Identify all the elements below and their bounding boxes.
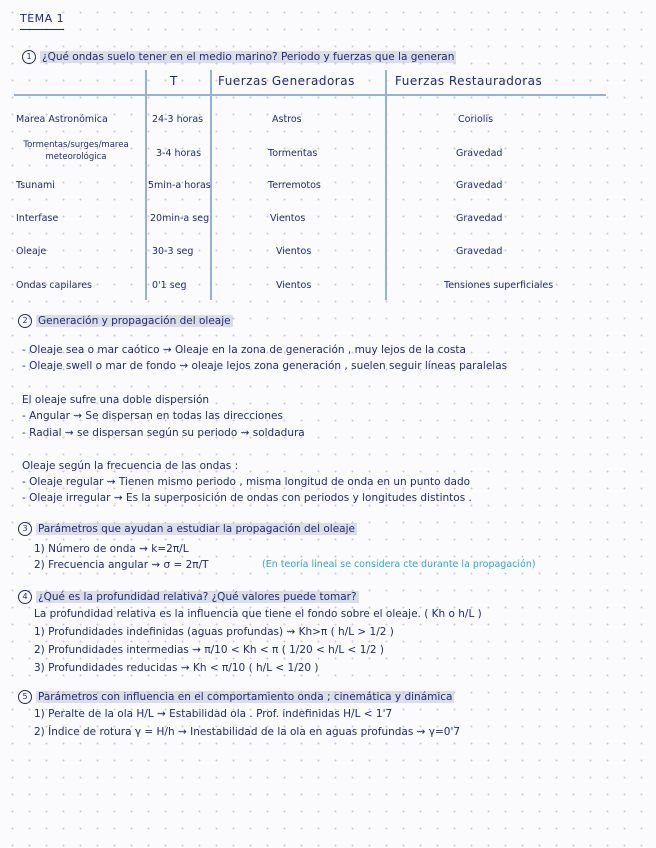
table-row-5-generating: Vientos [276, 246, 312, 257]
section-5-text: Parámetros con influencia en el comportamiento onda ; cinemática y dinámica [38, 691, 453, 703]
table-row-6-name: Ondas capilares [16, 280, 92, 291]
section-5-line-2: 2) Índice de rotura γ = H/h ⇝ Inestabilidad de la ola en aguas profundas ⇝ γ=0'7 [34, 726, 461, 738]
table-row-3-period: 5min-a horas [148, 180, 211, 191]
section-2-line-7: - Oleaje regular ⇝ Tienen mismo periodo , misma longitud de onda en un punto dado [22, 476, 471, 488]
section-1-text: ¿Qué ondas suelo tener en el medio marino? Periodo y fuerzas que la generan [42, 51, 455, 63]
section-2-text: Generación y propagación del oleaje [38, 315, 231, 327]
table-row-4-period: 20min-a seg [150, 213, 210, 224]
table-row-5-period: 30-3 seg [152, 246, 194, 257]
section-1-heading [22, 50, 456, 64]
section-2-line-5: - Radial ⇝ se dispersan según su periodo ⇝ soldadura [22, 427, 305, 439]
section-4-line-1: La profundidad relativa es la influencia que tiene el fondo sobre el oleaje. ( Kh o h/L ) [34, 608, 482, 620]
table-row-4-name: Interfase [16, 213, 59, 224]
page-title: TEMA 1 [20, 12, 65, 25]
table-row-6-generating: Vientos [276, 280, 312, 291]
section-2-line-3: El oleaje sufre una doble dispersión [22, 394, 210, 406]
table-row-3-restoring: Gravedad [456, 180, 503, 191]
table-row-1-generating: Astros [272, 114, 302, 125]
section-4-line-2: 1) Profundidades indefinidas (aguas profundas) ⇝ Kh>π ( h/L > 1/2 ) [34, 626, 394, 638]
section-2-line-1: - Oleaje sea o mar caótico ⇝ Oleaje en la zona de generación , muy lejos de la costa [22, 344, 466, 356]
table-row-4-generating: Vientos [270, 213, 306, 224]
section-4-line-3: 2) Profundidades intermedias ⇝ π/10 < Kh < π ( 1/20 < h/L < 1/2 ) [34, 644, 385, 656]
section-2-heading [18, 314, 233, 328]
section-5-line-1: 1) Peralte de la ola H/L ⇝ Estabilidad ola . Prof. indefinidas H/L < 1'7 [34, 708, 393, 720]
table-row-4-restoring: Gravedad [456, 213, 503, 224]
table-header-generating-forces: Fuerzas Generadoras [218, 74, 355, 88]
table-row-3-name: Tsunami [16, 180, 55, 191]
table-row-1-name: Marea Astronómica [16, 114, 108, 125]
table-divider-3 [385, 70, 387, 300]
section-2-line-2: - Oleaje swell o mar de fondo ⇝ oleaje lejos zona generación , suelen seguir líneas paralelas [22, 360, 508, 372]
section-4-line-4: 3) Profundidades reducidas ⇝ Kh < π/10 ( h/L < 1/20 ) [34, 662, 319, 674]
table-row-2-restoring: Gravedad [456, 148, 503, 159]
section-3-item-1: 1) Número de onda ⇝ k=2π/L [34, 543, 189, 555]
table-header-rule [14, 94, 606, 96]
section-2-line-4: - Angular ⇝ Se dispersan en todas las direcciones [22, 410, 283, 422]
section-4-heading [18, 590, 359, 604]
table-row-3-generating: Terremotos [268, 180, 321, 191]
section-5-number: 5 [18, 690, 32, 704]
section-4-number: 4 [18, 590, 32, 604]
section-3-note: (En teoría lineal se considera cte durante la propagación) [262, 559, 536, 570]
section-3-text: Parámetros que ayudan a estudiar la propagación del oleaje [38, 523, 355, 535]
table-row-1-restoring: Coriolis [458, 114, 494, 125]
table-row-5-name: Oleaje [16, 246, 47, 257]
table-row-2-period: 3-4 horas [156, 148, 202, 159]
table-header-period: T [170, 74, 178, 88]
section-1-number: 1 [22, 50, 36, 64]
section-3-number: 3 [18, 522, 32, 536]
table-divider-1 [145, 70, 147, 300]
table-row-2-generating: Tormentas [268, 148, 318, 159]
section-4-text: ¿Qué es la profundidad relativa? ¿Qué valores puede tomar? [38, 591, 357, 603]
section-2-line-8: - Oleaje irregular ⇝ Es la superposición de ondas con periodos y longitudes distintos . [22, 492, 472, 504]
section-2-number: 2 [18, 314, 32, 328]
section-3-item-2: 2) Frecuencia angular ⇝ σ = 2π/T [34, 559, 209, 571]
table-row-6-period: 0'1 seg [152, 280, 187, 291]
section-5-heading [18, 690, 454, 704]
title-underline [20, 29, 64, 30]
table-row-1-period: 24-3 horas [152, 114, 204, 125]
table-row-2-name: Tormentas/surges/marea meteorológica [23, 140, 129, 162]
table-header-restoring-forces: Fuerzas Restauradoras [395, 74, 543, 88]
section-3-heading [18, 522, 357, 536]
table-row-6-restoring: Tensiones superficiales [444, 280, 554, 291]
section-2-line-6: Oleaje según la frecuencia de las ondas : [22, 460, 239, 472]
table-row-5-restoring: Gravedad [456, 246, 503, 257]
